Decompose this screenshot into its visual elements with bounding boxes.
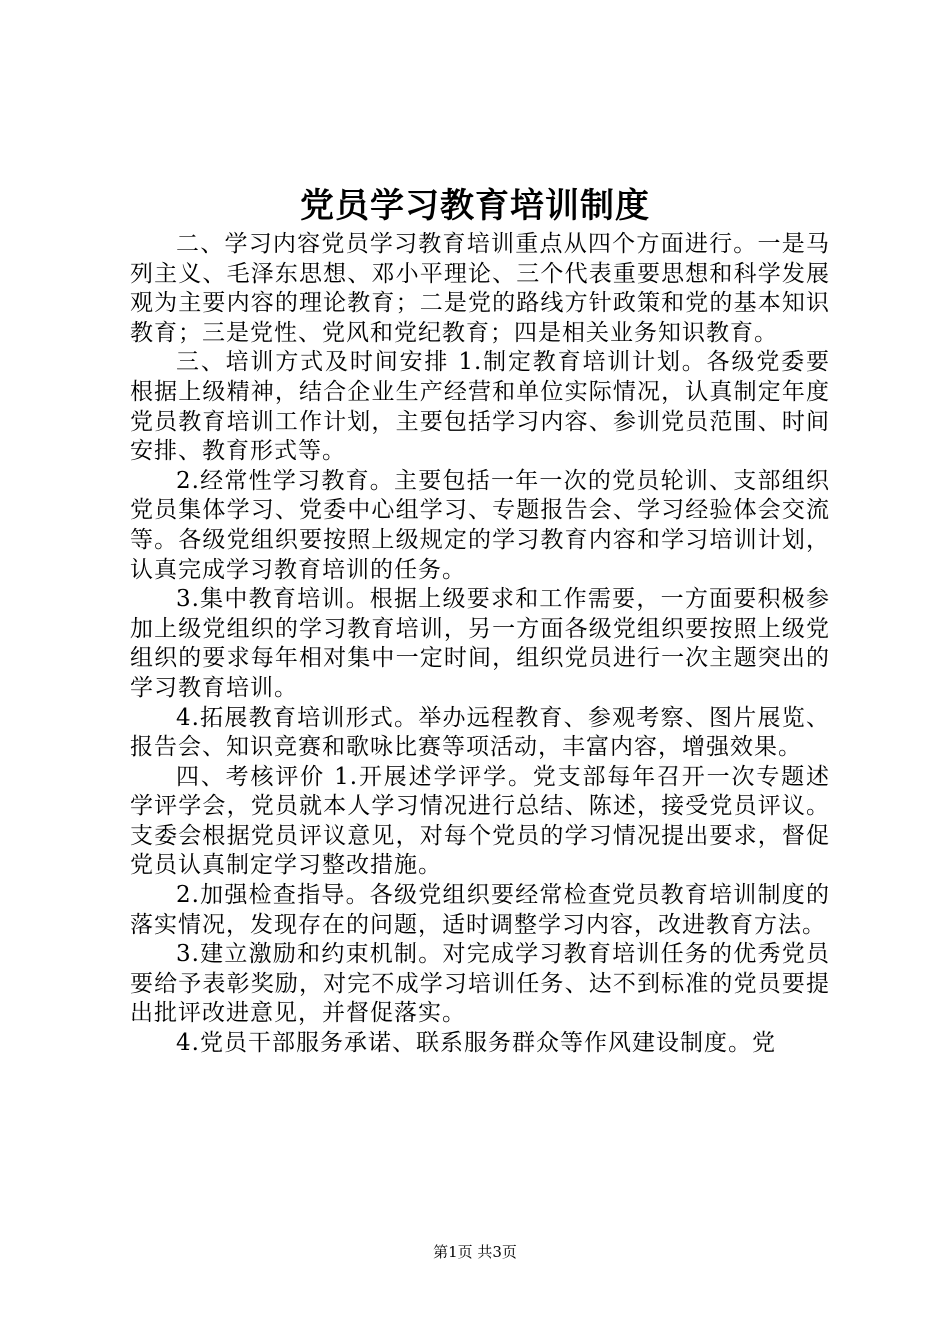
paragraph-regular-learning: 2.经常性学习教育。主要包括一年一次的党员轮训、支部组织党员集体学习、党委中心组学习、专题报告会、学习经验体会交流等。各级党组织要按照上级规定的学习教育内容和学习培训计划，认真完成学习教育培训的任务。 [130, 467, 830, 583]
paragraph-training-plan: 三、培训方式及时间安排 1.制定教育培训计划。各级党委要根据上级精神，结合企业生产经营和单位实际情况，认真制定年度党员教育培训工作计划，主要包括学习内容、参训党员范围、时间安排、教育形式等。 [130, 349, 830, 465]
document-title: 党员学习教育培训制度 [300, 186, 650, 226]
paragraph-centralized-training: 3.集中教育培训。根据上级要求和工作需要，一方面要积极参加上级党组织的学习教育培训，另一方面各级党组织要按照上级党组织的要求每年相对集中一定时间，组织党员进行一次主题突出的学习教育培训。 [130, 586, 830, 701]
paragraph-inspection-guidance: 2.加强检查指导。各级党组织要经常检查党员教育培训制度的落实情况，发现存在的问题，适时调整学习内容，改进教育方法。 [130, 882, 830, 938]
paragraph-learning-content: 二、学习内容党员学习教育培训重点从四个方面进行。一是马列主义、毛泽东思想、邓小平理论、三个代表重要思想和科学发展观为主要内容的理论教育；二是党的路线方针政策和党的基本知识教育；三是党性、党风和党纪教育；四是相关业务知识教育。 [130, 231, 830, 346]
paragraph-assessment: 四、考核评价 1.开展述学评学。党支部每年召开一次专题述学评学会，党员就本人学习情况进行总结、陈述，接受党员评议。支委会根据党员评议意见，对每个党员的学习情况提出要求，督促党员认真制定学习整改措施。 [130, 763, 830, 879]
paragraph-expand-training-forms: 4.拓展教育培训形式。举办远程教育、参观考察、图片展览、报告会、知识竞赛和歌咏比赛等项活动，丰富内容，增强效果。 [130, 704, 830, 761]
document-body [130, 230, 830, 1059]
paragraph-incentive-mechanism: 3.建立激励和约束机制。对完成学习教育培训任务的优秀党员要给予表彰奖励，对完不成学习培训任务、达不到标准的党员要提出批评改进意见，并督促落实。 [130, 941, 830, 1027]
page-footer: 第1页 共3页 [433, 1243, 517, 1261]
paragraph-service-commitment: 4.党员干部服务承诺、联系服务群众等作风建设制度。党 [176, 1030, 776, 1057]
